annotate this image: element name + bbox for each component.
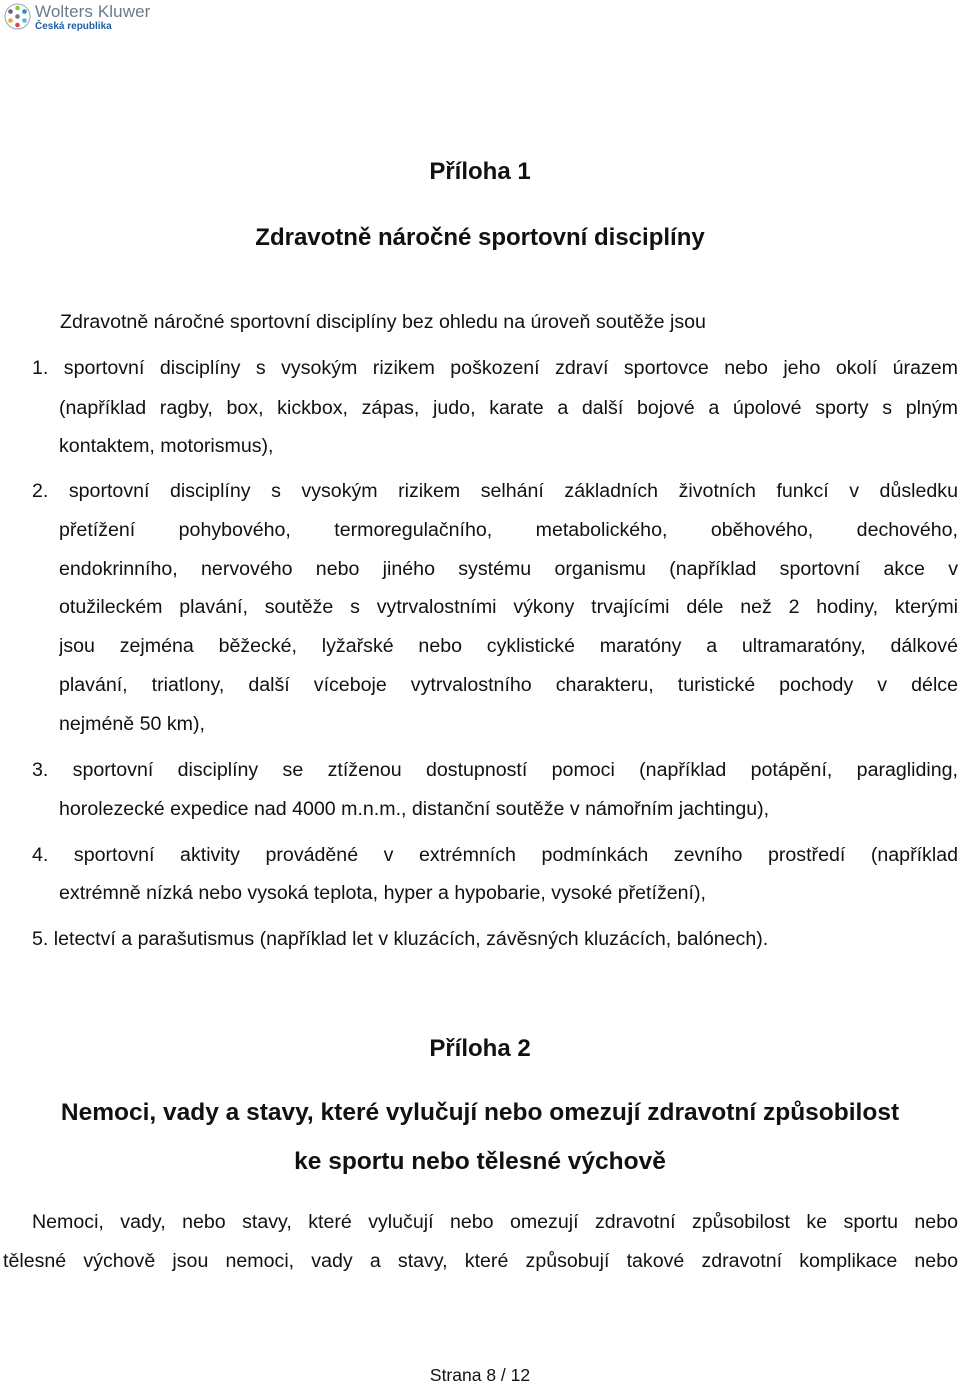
annex1-title: Příloha 1 xyxy=(429,158,531,185)
annex2-paragraph-line-1: Nemoci, vady, nebo stavy, které vylučují nebo omezují zdravotní způsobilost ke sportu nebo xyxy=(32,1211,958,1233)
list-item-1-line-3: kontaktem, motorismus), xyxy=(59,435,274,457)
annex1-subtitle: Zdravotně náročné sportovní disciplíny xyxy=(255,224,705,251)
list-item-3-line-2: horolezecké expedice nad 4000 m.n.m., distanční soutěže v námořním jachtingu), xyxy=(59,798,770,820)
list-item-2-line-1: 2. sportovní disciplíny s vysokým rizikem selhání základních životních funkcí v důsledku xyxy=(32,480,958,502)
annex2-subtitle-line-1: Nemoci, vady a stavy, které vylučují nebo omezují zdravotní způsobilost xyxy=(60,1099,900,1126)
list-item-2-line-5: jsou zejména běžecké, lyžařské nebo cyklistické maratóny a ultramaratóny, dálkové xyxy=(59,635,958,657)
logo-brand-text: Wolters Kluwer xyxy=(35,2,151,21)
list-item-2-line-7: nejméně 50 km), xyxy=(59,713,205,735)
list-item-5-line-1: 5. letectví a parašutismus (například let v kluzácích, závěsných kluzácích, balónech). xyxy=(32,928,769,950)
list-item-2-line-3: endokrinního, nervového nebo jiného systému organismu (například sportovní akce v xyxy=(59,558,958,580)
list-item-4-line-2: extrémně nízká nebo vysoká teplota, hyper a hypobarie, vysoké přetížení), xyxy=(59,882,706,904)
list-item-4-line-1: 4. sportovní aktivity prováděné v extrémních podmínkách zevního prostředí (například xyxy=(32,844,958,866)
list-item-1-line-2: (například ragby, box, kickbox, zápas, judo, karate a další bojové a úpolové sporty s plným xyxy=(59,397,958,419)
list-item-2-line-4: otužileckém plavání, soutěže s vytrvalostními výkony trvajícími déle než 2 hodiny, kterými xyxy=(59,596,958,618)
list-item-2-line-2: přetížení pohybového, termoregulačního, metabolického, oběhového, dechového, xyxy=(59,519,958,541)
annex1-intro: Zdravotně náročné sportovní disciplíny bez ohledu na úroveň soutěže jsou xyxy=(60,311,706,333)
list-item-3-line-1: 3. sportovní disciplíny se ztíženou dostupností pomoci (například potápění, paragliding, xyxy=(32,759,958,781)
annex2-paragraph-line-2: tělesné výchově jsou nemoci, vady a stavy, které způsobují takové zdravotní komplikace nebo xyxy=(3,1250,958,1272)
annex2-subtitle-line-2: ke sportu nebo tělesné výchově xyxy=(294,1148,666,1175)
list-item-2-line-6: plavání, triatlony, další víceboje vytrvalostního charakteru, turistické pochody v délce xyxy=(59,674,958,696)
page-number: Strana 8 / 12 xyxy=(429,1365,531,1385)
wolters-kluwer-logo-icon xyxy=(4,3,31,30)
publisher-logo xyxy=(4,3,150,32)
logo-region-text: Česká republika xyxy=(35,21,112,32)
list-item-1-line-1: 1. sportovní disciplíny s vysokým rizikem poškození zdraví sportovce nebo jeho okolí úrazem xyxy=(32,357,958,379)
annex2-title: Příloha 2 xyxy=(429,1035,531,1062)
